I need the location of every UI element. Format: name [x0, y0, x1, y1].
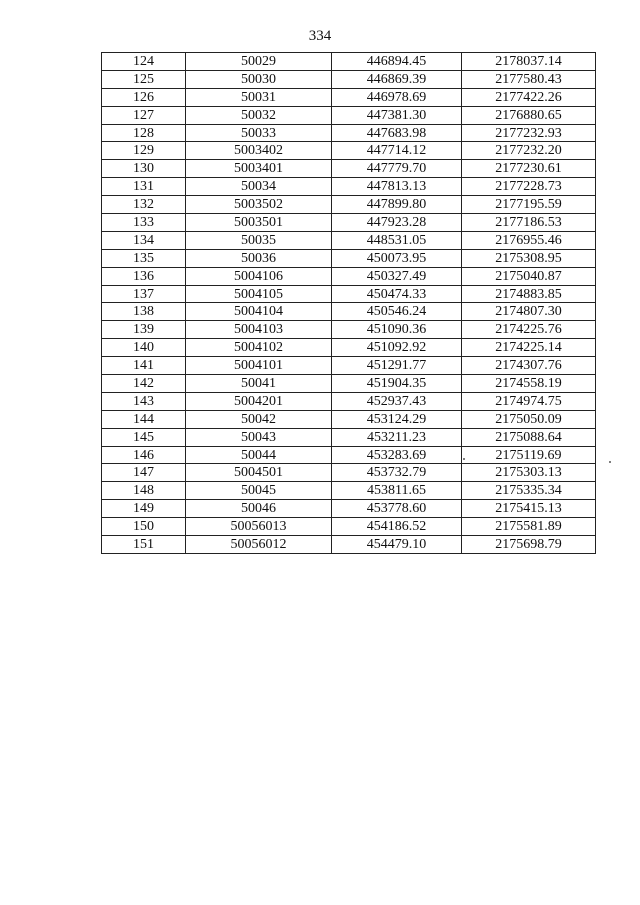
coordinates-table — [101, 52, 596, 554]
row-number-cell: 124 — [102, 53, 186, 71]
table-row — [102, 142, 596, 160]
x-coordinate-cell: 450327.49 — [332, 267, 462, 285]
x-coordinate-cell: 452937.43 — [332, 392, 462, 410]
x-coordinate-cell: 453211.23 — [332, 428, 462, 446]
y-coordinate-cell: 2177195.59 — [462, 196, 596, 214]
x-coordinate-cell: 453778.60 — [332, 500, 462, 518]
table-row — [102, 231, 596, 249]
table-row — [102, 357, 596, 375]
table-row — [102, 53, 596, 71]
table-row — [102, 339, 596, 357]
point-id-cell: 50043 — [186, 428, 332, 446]
point-id-cell: 5003501 — [186, 214, 332, 232]
y-coordinate-cell: 2174307.76 — [462, 357, 596, 375]
table-row — [102, 106, 596, 124]
table-row — [102, 124, 596, 142]
y-coordinate-cell: 2178037.14 — [462, 53, 596, 71]
row-number-cell: 146 — [102, 446, 186, 464]
y-coordinate-cell: 2175335.34 — [462, 482, 596, 500]
x-coordinate-cell: 446869.39 — [332, 70, 462, 88]
row-number-cell: 135 — [102, 249, 186, 267]
point-id-cell: 5003502 — [186, 196, 332, 214]
table-row — [102, 482, 596, 500]
row-number-cell: 138 — [102, 303, 186, 321]
row-number-cell: 139 — [102, 321, 186, 339]
x-coordinate-cell: 450546.24 — [332, 303, 462, 321]
row-number-cell: 132 — [102, 196, 186, 214]
row-number-cell: 125 — [102, 70, 186, 88]
row-number-cell: 151 — [102, 536, 186, 554]
table-row — [102, 267, 596, 285]
y-coordinate-cell: 2174225.14 — [462, 339, 596, 357]
row-number-cell: 143 — [102, 392, 186, 410]
row-number-cell: 150 — [102, 518, 186, 536]
y-coordinate-cell: 2175303.13 — [462, 464, 596, 482]
row-number-cell: 130 — [102, 160, 186, 178]
row-number-cell: 140 — [102, 339, 186, 357]
table-row — [102, 178, 596, 196]
point-id-cell: 5004201 — [186, 392, 332, 410]
point-id-cell: 50036 — [186, 249, 332, 267]
x-coordinate-cell: 454186.52 — [332, 518, 462, 536]
y-coordinate-cell: 2175050.09 — [462, 410, 596, 428]
row-number-cell: 128 — [102, 124, 186, 142]
row-number-cell: 148 — [102, 482, 186, 500]
point-id-cell: 50030 — [186, 70, 332, 88]
point-id-cell: 5004101 — [186, 357, 332, 375]
x-coordinate-cell: 453732.79 — [332, 464, 462, 482]
y-coordinate-cell: 2177232.20 — [462, 142, 596, 160]
y-coordinate-cell: 2176880.65 — [462, 106, 596, 124]
y-coordinate-cell: 2176955.46 — [462, 231, 596, 249]
table-row — [102, 446, 596, 464]
y-coordinate-cell: 2177422.26 — [462, 88, 596, 106]
row-number-cell: 147 — [102, 464, 186, 482]
row-number-cell: 129 — [102, 142, 186, 160]
row-number-cell: 137 — [102, 285, 186, 303]
x-coordinate-cell: 447779.70 — [332, 160, 462, 178]
x-coordinate-cell: 453283.69 — [332, 446, 462, 464]
point-id-cell: 50034 — [186, 178, 332, 196]
x-coordinate-cell: 447714.12 — [332, 142, 462, 160]
y-coordinate-cell: 2177580.43 — [462, 70, 596, 88]
y-coordinate-cell: 2174974.75 — [462, 392, 596, 410]
x-coordinate-cell: 447813.13 — [332, 178, 462, 196]
y-coordinate-cell: 2174558.19 — [462, 375, 596, 393]
point-id-cell: 50033 — [186, 124, 332, 142]
y-coordinate-cell: 2177186.53 — [462, 214, 596, 232]
coordinates-table-body — [102, 53, 596, 554]
table-row — [102, 160, 596, 178]
table-row — [102, 500, 596, 518]
table-row — [102, 285, 596, 303]
point-id-cell: 50056012 — [186, 536, 332, 554]
x-coordinate-cell: 450073.95 — [332, 249, 462, 267]
row-number-cell: 149 — [102, 500, 186, 518]
y-coordinate-cell: 2177230.61 — [462, 160, 596, 178]
table-row — [102, 88, 596, 106]
row-number-cell: 127 — [102, 106, 186, 124]
y-coordinate-cell: 2175698.79 — [462, 536, 596, 554]
point-id-cell: 50041 — [186, 375, 332, 393]
table-row — [102, 303, 596, 321]
row-number-cell: 136 — [102, 267, 186, 285]
x-coordinate-cell: 447899.80 — [332, 196, 462, 214]
table-row — [102, 249, 596, 267]
point-id-cell: 50046 — [186, 500, 332, 518]
row-number-cell: 133 — [102, 214, 186, 232]
point-id-cell: 5004102 — [186, 339, 332, 357]
table-row — [102, 410, 596, 428]
row-number-cell: 144 — [102, 410, 186, 428]
point-id-cell: 50056013 — [186, 518, 332, 536]
y-coordinate-cell: 2177228.73 — [462, 178, 596, 196]
x-coordinate-cell: 451092.92 — [332, 339, 462, 357]
table-row — [102, 536, 596, 554]
y-coordinate-cell: 2175308.95 — [462, 249, 596, 267]
y-coordinate-cell: 2175040.87 — [462, 267, 596, 285]
x-coordinate-cell: 451904.35 — [332, 375, 462, 393]
table-row — [102, 70, 596, 88]
row-number-cell: 141 — [102, 357, 186, 375]
x-coordinate-cell: 446894.45 — [332, 53, 462, 71]
y-coordinate-cell: 2174225.76 — [462, 321, 596, 339]
x-coordinate-cell: 451090.36 — [332, 321, 462, 339]
point-id-cell: 5004501 — [186, 464, 332, 482]
y-coordinate-cell: 2175581.89 — [462, 518, 596, 536]
table-row — [102, 392, 596, 410]
point-id-cell: 5003402 — [186, 142, 332, 160]
x-coordinate-cell: 453811.65 — [332, 482, 462, 500]
table-row — [102, 214, 596, 232]
table-row — [102, 375, 596, 393]
x-coordinate-cell: 447683.98 — [332, 124, 462, 142]
point-id-cell: 50031 — [186, 88, 332, 106]
point-id-cell: 50044 — [186, 446, 332, 464]
table-row — [102, 196, 596, 214]
point-id-cell: 5004105 — [186, 285, 332, 303]
point-id-cell: 50045 — [186, 482, 332, 500]
y-coordinate-cell: 2175119.69 — [462, 446, 596, 464]
point-id-cell: 5003401 — [186, 160, 332, 178]
y-coordinate-cell: 2174807.30 — [462, 303, 596, 321]
point-id-cell: 5004103 — [186, 321, 332, 339]
stray-mark — [463, 458, 465, 460]
x-coordinate-cell: 454479.10 — [332, 536, 462, 554]
row-number-cell: 131 — [102, 178, 186, 196]
x-coordinate-cell: 447923.28 — [332, 214, 462, 232]
stray-mark — [609, 461, 611, 463]
y-coordinate-cell: 2175088.64 — [462, 428, 596, 446]
point-id-cell: 5004104 — [186, 303, 332, 321]
x-coordinate-cell: 450474.33 — [332, 285, 462, 303]
page-number: 334 — [308, 28, 332, 44]
x-coordinate-cell: 446978.69 — [332, 88, 462, 106]
x-coordinate-cell: 451291.77 — [332, 357, 462, 375]
y-coordinate-cell: 2177232.93 — [462, 124, 596, 142]
point-id-cell: 50035 — [186, 231, 332, 249]
table-row — [102, 464, 596, 482]
y-coordinate-cell: 2174883.85 — [462, 285, 596, 303]
y-coordinate-cell: 2175415.13 — [462, 500, 596, 518]
row-number-cell: 142 — [102, 375, 186, 393]
table-row — [102, 321, 596, 339]
point-id-cell: 50029 — [186, 53, 332, 71]
row-number-cell: 126 — [102, 88, 186, 106]
point-id-cell: 50042 — [186, 410, 332, 428]
x-coordinate-cell: 453124.29 — [332, 410, 462, 428]
table-row — [102, 518, 596, 536]
point-id-cell: 50032 — [186, 106, 332, 124]
x-coordinate-cell: 447381.30 — [332, 106, 462, 124]
row-number-cell: 134 — [102, 231, 186, 249]
x-coordinate-cell: 448531.05 — [332, 231, 462, 249]
table-row — [102, 428, 596, 446]
row-number-cell: 145 — [102, 428, 186, 446]
point-id-cell: 5004106 — [186, 267, 332, 285]
